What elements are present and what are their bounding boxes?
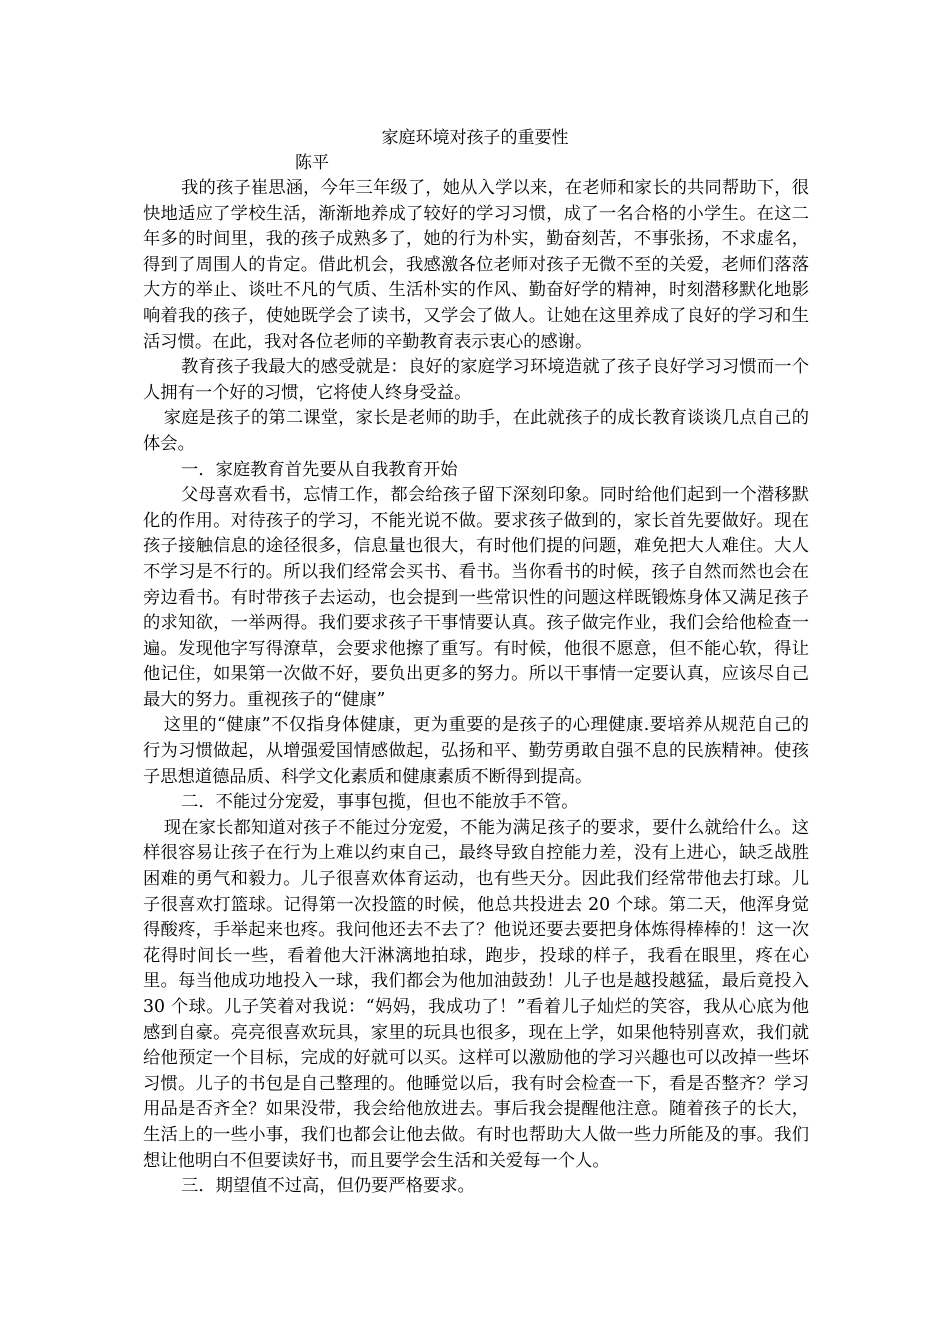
section-heading-1: 一．家庭教育首先要从自我教育开始 [181,459,458,480]
paragraph-self-education: 父母喜欢看书，忘情工作，都会给孩子留下深刻印象。同时给他们起到一个潜移默化的作用。对待孩子的学习，不能光说不做。要求孩子做到的，家长首先要做好。现在孩子接触信息的途径很多，信息量也很大，有时他们提的问题，难免把大人难住。大人不学习是不行的。所以我们经常会买书、看书。当你看书的时候，孩子自然而然也会在旁边看书。有时带孩子去运动，也会提到一些常识性的问题这样既锻炼身体又满足孩子的求知欲，一举两得。我们要求孩子干事情要认真。孩子做完作业，我们会给他检查一遍。发现他字写得潦草，会要求他擦了重写。有时候，他很不愿意，但不能心软，得让他记住，如果第一次做不好，要负出更多的努力。所以干事情一定要认真，应该尽自己最大的努力。重视孩子的“健康” [143,485,809,710]
paragraph-health: 这里的“健康”不仅指身体健康，更为重要的是孩子的心理健康.要培养从规范自己的行为习惯做起，从增强爱国情感做起，弘扬和平、勤劳勇敢自强不息的民族精神。使孩子思想道德品质、科学文化素质和健康素质不断得到提高。 [143,715,809,787]
section-heading-2: 二．不能过分宠爱，事事包揽，但也不能放手不管。 [181,792,579,813]
paragraph-no-spoiling: 现在家长都知道对孩子不能过分宠爱，不能为满足孩子的要求，要什么就给什么。这样很容易让孩子在行为上难以约束自己，最终导致自控能力差，没有上进心，缺乏战胜困难的勇气和毅力。儿子很喜欢体育运动，也有些天分。因此我们经常带他去打球。儿子很喜欢打篮球。记得第一次投篮的时候，他总共投进去 20 个球。第二天，他浑身觉得酸疼，手举起来也疼。我问他还去不去了？他说还要去要把身体炼得棒棒的！这一次花得时间长一些，看着他大汗淋漓地拍球，跑步，投球的样子，我看在眼里，疼在心里。每当他成功地投入一球，我们都会为他加油鼓劲！儿子也是越投越猛，最后竟投入 30 个球。儿子笑着对我说：“妈妈，我成功了！”看着儿子灿烂的笑容，我从心底为他感到自豪。亮亮很喜欢玩具，家里的玩具也很多，现在上学，如果他特别喜欢，我们就给他预定一个目标，完成的好就可以买。这样可以激励他的学习兴趣也可以改掉一些坏习惯。儿子的书包是自己整理的。他睡觉以后，我有时会检查一下，看是否整齐？学习用品是否齐全？如果没带，我会给他放进去。事后我会提醒他注意。随着孩子的长大，生活上的一些小事，我们也都会让他去做。有时也帮助大人做一些力所能及的事。我们想让他明白不但要读好书，而且要学会生活和关爱每一个人。 [143,817,809,1171]
document-author: 陈平 [295,153,329,173]
paragraph-intro: 我的孩子崔思涵，今年三年级了，她从入学以来，在老师和家长的共同帮助下，很快地适应了学校生活，渐渐地养成了较好的学习习惯，成了一名合格的小学生。在这二年多的时间里，我的孩子成熟多了，她的行为朴实，勤奋刻苦，不事张扬，不求虚名，得到了周围人的肯定。借此机会，我感激各位老师对孩子无微不至的关爱，老师们落落大方的举止、谈吐不凡的气质、生活朴实的作风、勤奋好学的精神，时刻潜移默化地影响着我的孩子，使她既学会了读书，又学会了做人。让她在这里养成了良好的学习和生活习惯。在此，我对各位老师的辛勤教育表示衷心的感谢。 [143,178,809,352]
document-body [143,176,809,1200]
paragraph-feeling: 教育孩子我最大的感受就是：良好的家庭学习环境造就了孩子良好学习习惯而一个人拥有一个好的习惯，它将使人终身受益。 [143,357,809,403]
section-heading-3: 三．期望值不过高，但仍要严格要求。 [181,1176,475,1197]
paragraph-second-classroom: 家庭是孩子的第二课堂，家长是老师的助手，在此就孩子的成长教育谈谈几点自己的体会。 [143,408,809,454]
document-title: 家庭环境对孩子的重要性 [381,128,569,148]
